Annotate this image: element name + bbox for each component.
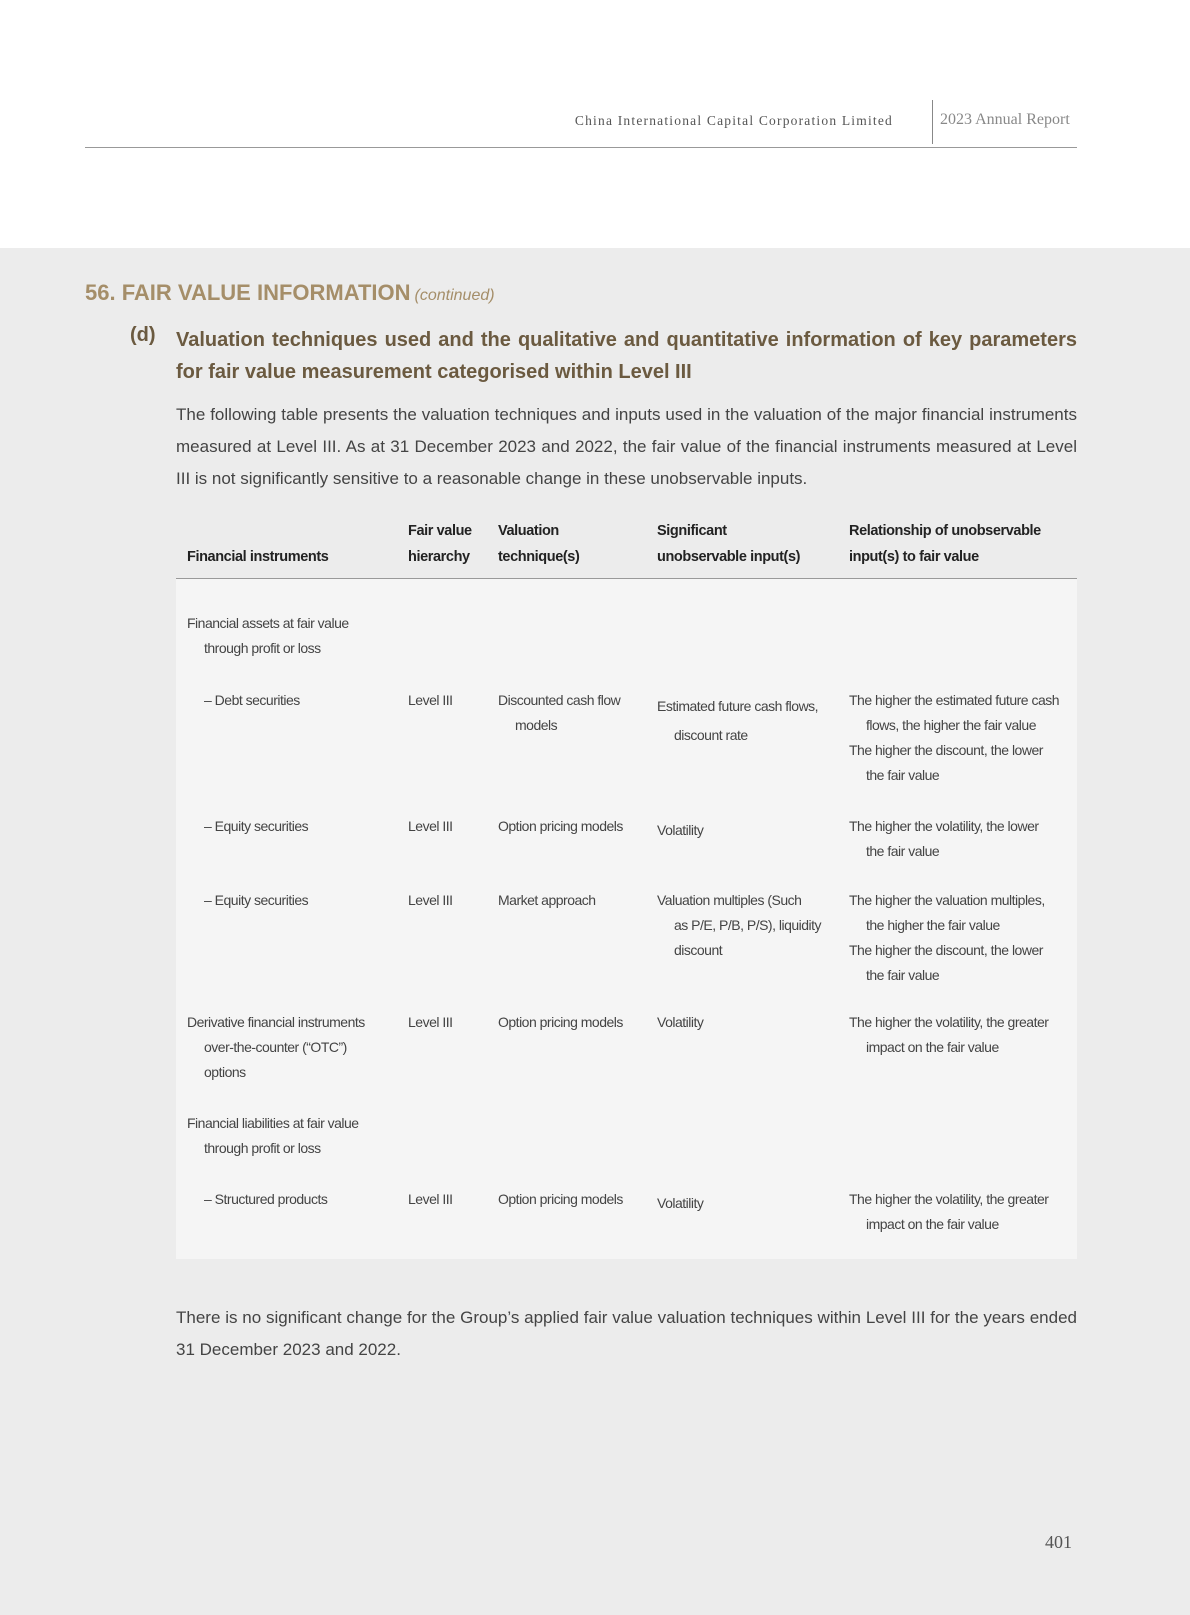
cell-valuation-technique: [498, 814, 623, 839]
cell-line: over-the-counter (“OTC”): [204, 1039, 347, 1055]
cell-unobservable-input: [657, 692, 818, 750]
closing-paragraph: There is no significant change for the Group’s applied fair value valuation techniques within Level III for the years ended 31 December 2023 and 2022.: [176, 1308, 1077, 1359]
subsection-title: Valuation techniques used and the qualitative and quantitative information of key parameters for fair value measurement categorised within Level III: [176, 329, 1077, 383]
cell-line: The higher the discount, the lower: [849, 942, 1043, 958]
cell-input-relationship: [849, 814, 1039, 864]
column-header-line: input(s) to fair value: [849, 549, 979, 565]
cell-input-relationship: [849, 1010, 1048, 1060]
cell-line: – Debt securities: [204, 692, 300, 708]
cell-line: Financial liabilities at fair value: [187, 1115, 359, 1131]
cell-input-relationship: [849, 888, 1045, 988]
section-title: [85, 280, 495, 306]
cell-line: The higher the discount, the lower: [849, 742, 1043, 758]
cell-unobservable-input: [657, 888, 821, 963]
cell-line: – Equity securities: [204, 892, 309, 908]
cell-line: the fair value: [866, 767, 940, 783]
cell-valuation-technique: [498, 688, 620, 738]
cell-fair-value-hierarchy: [408, 814, 453, 839]
cell-line: The higher the volatility, the greater: [849, 1191, 1049, 1207]
cell-valuation-technique: [498, 1187, 623, 1212]
cell-line: Discounted cash flow: [498, 692, 621, 708]
cell-line: impact on the fair value: [866, 1216, 999, 1232]
cell-line: Market approach: [498, 892, 596, 908]
cell-financial-instrument: [187, 888, 308, 913]
cell-fair-value-hierarchy: [408, 888, 453, 913]
cell-line: Estimated future cash flows,: [657, 698, 819, 714]
cell-line: Option pricing models: [498, 1014, 623, 1030]
column-header-unobservable-input: [657, 518, 800, 570]
cell-line: Derivative financial instruments: [187, 1014, 365, 1030]
header-company: China International Capital Corporation Limited: [574, 113, 893, 128]
cell-line: Level III: [408, 692, 453, 708]
cell-fair-value-hierarchy: [408, 688, 453, 713]
section-continued: (continued): [414, 287, 495, 304]
cell-line: Volatility: [657, 1014, 704, 1030]
cell-line: Financial assets at fair value: [187, 615, 349, 631]
cell-input-relationship: [849, 688, 1059, 788]
column-header-fair-value-hierarchy: [408, 518, 472, 570]
cell-line: as P/E, P/B, P/S), liquidity: [674, 917, 822, 933]
section-title-text: 56. FAIR VALUE INFORMATION: [85, 280, 411, 305]
cell-valuation-technique: [498, 1010, 623, 1035]
cell-line: Level III: [408, 818, 453, 834]
cell-line: Volatility: [657, 822, 704, 838]
cell-line: impact on the fair value: [866, 1039, 999, 1055]
subsection-letter: (d): [130, 324, 156, 346]
cell-valuation-technique: [498, 888, 596, 913]
cell-line: The higher the estimated future cash: [849, 692, 1060, 708]
cell-line: discount rate: [674, 727, 748, 743]
cell-line: – Structured products: [204, 1191, 328, 1207]
cell-line: models: [515, 717, 558, 733]
cell-unobservable-input: [657, 1191, 703, 1216]
cell-line: Level III: [408, 1191, 453, 1207]
header-divider: [932, 100, 933, 144]
header-rule: [85, 147, 1077, 148]
column-header-line: Valuation: [498, 523, 559, 539]
cell-unobservable-input: [657, 1010, 703, 1035]
cell-line: the fair value: [866, 843, 940, 859]
table-body: [176, 579, 1077, 1259]
intro-paragraph: The following table presents the valuation techniques and inputs used in the valuation of the major financial instruments measured at Level III. As at 31 December 2023 and 2022, the fair value of the financial instruments measured at Level III is not significantly sensitive to a reasonable change in these unobservable inputs.: [176, 405, 1077, 488]
cell-line: The higher the volatility, the lower: [849, 818, 1039, 834]
table-header: [176, 512, 1077, 579]
cell-line: The higher the valuation multiples,: [849, 892, 1045, 908]
cell-financial-instrument: [187, 688, 300, 713]
column-header-input-relationship: [849, 518, 1041, 570]
cell-line: Option pricing models: [498, 818, 623, 834]
cell-input-relationship: [849, 1187, 1048, 1237]
cell-line: options: [204, 1064, 246, 1080]
cell-line: flows, the higher the fair value: [866, 717, 1036, 733]
cell-line: discount: [674, 942, 723, 958]
cell-financial-instrument: [187, 1010, 365, 1085]
cell-line: Option pricing models: [498, 1191, 623, 1207]
cell-financial-instrument: [187, 611, 349, 661]
cell-unobservable-input: [657, 818, 703, 843]
column-header-line: Fair value: [408, 523, 472, 539]
cell-fair-value-hierarchy: [408, 1010, 453, 1035]
header-report-title: 2023 Annual Report: [940, 111, 1070, 128]
valuation-table: [176, 512, 1077, 1259]
cell-line: Level III: [408, 892, 453, 908]
column-header-line: Relationship of unobservable: [849, 523, 1041, 539]
page-number: 401: [1045, 1532, 1072, 1552]
cell-line: through profit or loss: [204, 1140, 321, 1156]
column-header-financial-instrument: [187, 544, 328, 570]
column-header-line: Significant: [657, 523, 727, 539]
cell-line: Level III: [408, 1014, 453, 1030]
cell-line: the higher the fair value: [866, 917, 1000, 933]
cell-line: – Equity securities: [204, 818, 309, 834]
cell-line: the fair value: [866, 967, 940, 983]
cell-financial-instrument: [187, 1111, 359, 1161]
column-header-line: hierarchy: [408, 549, 470, 565]
cell-line: Volatility: [657, 1195, 704, 1211]
cell-financial-instrument: [187, 1187, 327, 1212]
cell-fair-value-hierarchy: [408, 1187, 453, 1212]
cell-financial-instrument: [187, 814, 308, 839]
cell-line: through profit or loss: [204, 640, 321, 656]
column-header-valuation-technique: [498, 518, 579, 570]
column-header-line: Financial instruments: [187, 549, 329, 565]
column-header-line: technique(s): [498, 549, 580, 565]
cell-line: The higher the volatility, the greater: [849, 1014, 1049, 1030]
cell-line: Valuation multiples (Such: [657, 892, 802, 908]
column-header-line: unobservable input(s): [657, 549, 801, 565]
